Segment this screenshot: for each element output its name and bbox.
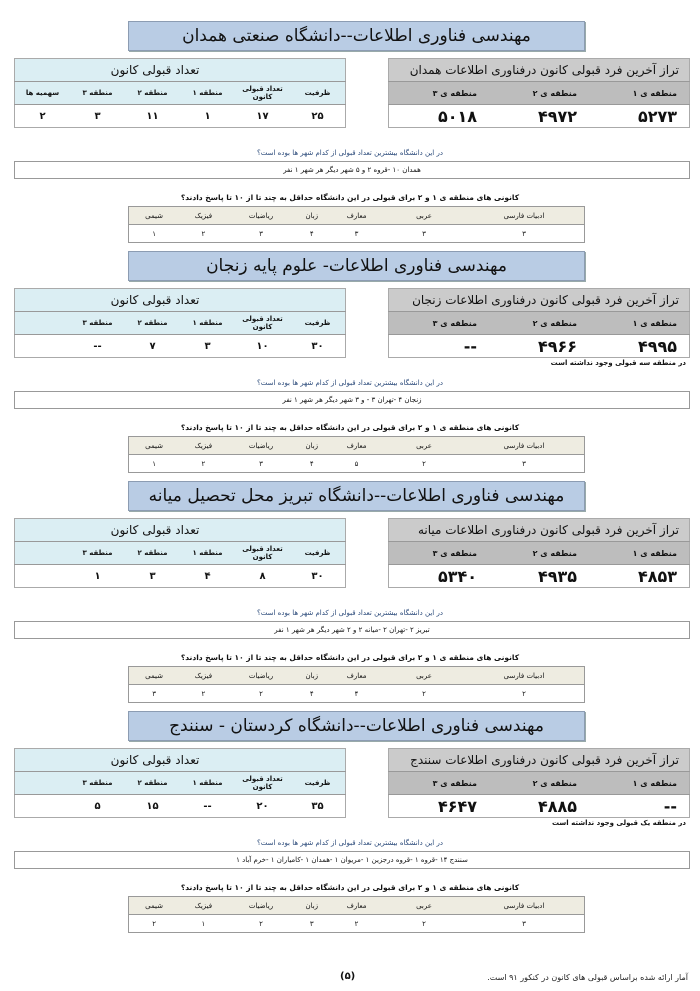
cities-answer: سنندج ۱۴ -قروه ۱ -قروه درجزین ۱ -مریوان ۱ -همدان ۱ -کامیاران ۱ -خرم آباد ۱ [14,851,690,869]
rank-header: تراز آخرین فرد قبولی کانون درفناوری اطلاعات میانه [389,519,690,542]
table-row [389,105,690,128]
rank-value: ۵۲۷۳ [637,106,677,126]
subject-header: ادبیات فارسی [464,897,585,915]
last-rank-table [388,748,690,818]
table-row [389,795,690,818]
table-subheader [129,667,585,685]
subjects-question: کانونی های منطقه ی ۱ و ۲ برای قبولی در این دانشگاه حداقل به چند تا از ۱۰ تا پاسخ دادند؟ [180,423,520,432]
subject-header: زبان [294,897,329,915]
subject-value: ۳ [309,919,314,928]
last-rank-table [388,288,690,358]
empty-cell [15,312,71,335]
table-header [389,289,690,312]
university-section [0,711,700,936]
rank-value: ۵۳۴۰ [437,566,477,586]
page-number: (۵) [340,971,356,982]
column-header: منطقه ۲ [125,772,180,795]
admit-value: ۲۰ [256,800,269,812]
empty-cell [15,795,71,818]
admit-value: ۳۰ [311,340,324,352]
subject-header: فیزیک [179,667,227,685]
column-header: منطقه ۱ [180,82,235,105]
subject-header: معارف [329,897,384,915]
table-subheader [15,82,346,105]
section-note: در منطقه سه قبولی وجود نداشته است [550,359,686,367]
table-subheader [389,82,690,105]
table-header [389,749,690,772]
admit-value: ۳۵ [311,800,324,812]
admit-value: ۳ [94,110,101,122]
rank-value: -- [663,796,677,816]
table-header [389,519,690,542]
university-section [0,251,700,476]
subject-value: ۲ [201,229,206,238]
admit-value: ۱ [94,570,101,582]
subject-header: ریاضیات [228,667,295,685]
column-header: منطقه ۳ [70,542,125,565]
subject-header: شیمی [129,897,180,915]
rank-value: ۴۹۳۵ [537,566,577,586]
column-header: منطقه ی ۳ [389,772,490,795]
subject-value: ۲ [201,459,206,468]
subject-header: ادبیات فارسی [464,207,585,225]
admits-table [14,518,346,588]
column-header: سهمیه ها [15,82,71,105]
admit-value: ۱۷ [256,110,269,122]
university-section [0,21,700,246]
table-subheader [129,897,585,915]
admits-table [14,748,346,818]
column-header: منطقه ۳ [70,82,125,105]
cities-question: در این دانشگاه بیشترین تعداد قبولی از کدام شهر ها بوده است؟ [257,609,443,617]
subject-value: ۴ [309,229,314,238]
cities-answer: زنجان ۴ -تهران ۳ - و ۳ شهر دیگر هر شهر ۱ نفر [14,391,690,409]
subjects-table [128,436,585,473]
admit-value: ۸ [259,570,266,582]
column-header: منطقه ی ۱ [589,772,690,795]
admit-value: ۳۰ [311,570,324,582]
admit-value: ۱۰ [256,340,269,352]
column-header: منطقه ۱ [180,542,235,565]
section-title: مهندسی فناوری اطلاعات--دانشگاه کردستان - سنندج [128,711,585,741]
table-header [15,289,346,312]
subject-header: ریاضیات [228,437,295,455]
column-header: منطقه ی ۱ [589,82,690,105]
admit-value: ۴ [204,570,211,582]
subject-value: ۳ [522,919,526,928]
admit-value: ۷ [149,340,156,352]
empty-cell [15,542,71,565]
footer-note: آمار ارائه شده براساس قبولی های کانون در کنکور ۹۱ است. [487,973,688,982]
column-header: منطقه ۲ [125,82,180,105]
admits-table [14,288,346,358]
subject-header: زبان [294,437,329,455]
subject-value: ۲ [259,689,263,698]
rank-header: تراز آخرین فرد قبولی کانون درفناوری اطلاعات زنجان [389,289,690,312]
column-header: منطقه ی ۲ [489,312,589,335]
column-header: منطقه ۲ [125,542,180,565]
table-row [15,795,346,818]
table-row [15,565,346,588]
section-title: مهندسی فناوری اطلاعات--دانشگاه صنعتی همدان [128,21,585,51]
subject-value: ۳ [522,459,526,468]
rank-value: ۴۶۴۷ [437,796,477,816]
table-row [129,225,585,243]
rank-value: ۴۹۹۵ [637,336,677,356]
admit-value: ۱۱ [146,110,159,122]
subject-value: ۱ [152,229,156,238]
last-rank-table [388,58,690,128]
table-header [15,59,346,82]
rank-value: ۴۸۵۳ [637,566,677,586]
subjects-table [128,206,585,243]
subject-header: معارف [329,437,384,455]
table-subheader [129,207,585,225]
table-subheader [389,542,690,565]
subject-value: ۲ [201,689,206,698]
column-header: ظرفیت [290,772,346,795]
table-header [389,59,690,82]
empty-cell [15,772,71,795]
subject-header: عربی [384,207,464,225]
subject-value: ۳ [422,229,426,238]
subject-header: ریاضیات [228,207,295,225]
subject-value: ۴ [354,689,359,698]
cities-question: در این دانشگاه بیشترین تعداد قبولی از کدام شهر ها بوده است؟ [257,839,443,847]
subject-header: عربی [384,437,464,455]
subject-header: فیزیک [179,437,227,455]
rank-value: ۴۹۶۶ [537,336,577,356]
subject-value: ۲ [422,919,426,928]
subject-value: ۳ [259,459,263,468]
rank-header: تراز آخرین فرد قبولی کانون درفناوری اطلاعات سنندج [389,749,690,772]
admit-value: ۲ [39,110,46,122]
subjects-question: کانونی های منطقه ی ۱ و ۲ برای قبولی در این دانشگاه حداقل به چند تا از ۱۰ تا پاسخ دادند؟ [180,883,520,892]
admits-header: تعداد قبولی کانون [15,59,346,82]
admits-header: تعداد قبولی کانون [15,289,346,312]
section-note: در منطقه یک قبولی وجود نداشته است [551,819,686,827]
university-section [0,481,700,706]
admit-value: ۳ [204,340,211,352]
subject-value: ۲ [259,919,263,928]
table-row [129,915,585,933]
table-subheader [129,437,585,455]
subjects-question: کانونی های منطقه ی ۱ و ۲ برای قبولی در این دانشگاه حداقل به چند تا از ۱۰ تا پاسخ دادند؟ [180,653,520,662]
rank-value: -- [463,336,477,356]
column-header: منطقه ی ۳ [389,542,490,565]
cities-question: در این دانشگاه بیشترین تعداد قبولی از کدام شهر ها بوده است؟ [257,149,443,157]
table-header [15,519,346,542]
column-header: ظرفیت [290,542,346,565]
subject-value: ۴ [309,459,314,468]
last-rank-table [388,518,690,588]
subject-header: فیزیک [179,207,227,225]
section-title: مهندسی فناوری اطلاعات--دانشگاه تبریز محل تحصیل میانه [128,481,585,511]
admits-table [14,58,346,128]
column-header: ظرفیت [290,312,346,335]
subject-value: ۳ [522,229,526,238]
admits-header: تعداد قبولی کانون [15,519,346,542]
cities-answer: تبریز ۲ -تهران ۲ -میانه ۲ و ۲ شهر دیگر هر شهر ۱ نفر [14,621,690,639]
column-header: منطقه ی ۳ [389,82,490,105]
table-subheader [389,312,690,335]
subject-value: ۲ [422,459,426,468]
section-title: مهندسی فناوری اطلاعات- علوم پایه زنجان [128,251,585,281]
cities-question: در این دانشگاه بیشترین تعداد قبولی از کدام شهر ها بوده است؟ [257,379,443,387]
subject-header: عربی [384,897,464,915]
subject-value: ۲ [522,689,526,698]
subject-value: ۲ [354,919,359,928]
subject-header: شیمی [129,667,180,685]
column-header: تعداد قبولی کانون [235,82,290,105]
subject-header: ادبیات فارسی [464,667,585,685]
table-row [129,455,585,473]
column-header: منطقه ۱ [180,772,235,795]
rank-value: ۴۸۸۵ [537,796,577,816]
table-subheader [15,542,346,565]
table-subheader [389,772,690,795]
table-subheader [15,772,346,795]
table-row [15,335,346,358]
subject-header: عربی [384,667,464,685]
subject-header: معارف [329,207,384,225]
admit-value: ۵ [94,800,101,812]
subject-header: زبان [294,667,329,685]
subject-value: ۴ [309,689,314,698]
table-header [15,749,346,772]
subject-value: ۳ [152,689,156,698]
column-header: منطقه ۳ [70,772,125,795]
column-header: تعداد قبولی کانون [235,772,290,795]
subject-header: زبان [294,207,329,225]
table-subheader [15,312,346,335]
empty-cell [15,565,71,588]
subject-value: ۳ [259,229,263,238]
subjects-table [128,896,585,933]
admit-value: -- [203,800,212,812]
admits-header: تعداد قبولی کانون [15,749,346,772]
table-row [15,105,346,128]
subject-header: معارف [329,667,384,685]
rank-value: ۵۰۱۸ [437,106,477,126]
column-header: تعداد قبولی کانون [235,542,290,565]
column-header: منطقه ی ۲ [489,772,589,795]
column-header: منطقه ی ۲ [489,82,589,105]
column-header: منطقه ی ۱ [589,312,690,335]
admit-value: ۱۵ [146,800,159,812]
column-header: منطقه ۳ [70,312,125,335]
admit-value: ۳ [149,570,156,582]
table-row [389,335,690,358]
admit-value: -- [93,340,102,352]
subject-value: ۲ [422,689,426,698]
subject-value: ۲ [152,919,156,928]
empty-cell [15,335,71,358]
table-row [389,565,690,588]
column-header: ظرفیت [290,82,346,105]
rank-value: ۴۹۷۲ [537,106,577,126]
column-header: منطقه ۲ [125,312,180,335]
subject-header: ادبیات فارسی [464,437,585,455]
table-row [129,685,585,703]
column-header: منطقه ی ۱ [589,542,690,565]
subject-header: شیمی [129,207,180,225]
admit-value: ۲۵ [311,110,324,122]
subject-value: ۳ [354,229,359,238]
admit-value: ۱ [204,110,211,122]
column-header: منطقه ی ۲ [489,542,589,565]
rank-header: تراز آخرین فرد قبولی کانون درفناوری اطلاعات همدان [389,59,690,82]
subject-value: ۵ [354,459,359,468]
subjects-table [128,666,585,703]
column-header: تعداد قبولی کانون [235,312,290,335]
subject-value: ۱ [201,919,206,928]
cities-answer: همدان ۱۰ -قروه ۲ و ۵ شهر دیگر هر شهر ۱ نفر [14,161,690,179]
subjects-question: کانونی های منطقه ی ۱ و ۲ برای قبولی در این دانشگاه حداقل به چند تا از ۱۰ تا پاسخ دادند؟ [180,193,520,202]
subject-header: فیزیک [179,897,227,915]
subject-value: ۱ [152,459,156,468]
column-header: منطقه ۱ [180,312,235,335]
subject-header: ریاضیات [228,897,295,915]
column-header: منطقه ی ۳ [389,312,490,335]
subject-header: شیمی [129,437,180,455]
